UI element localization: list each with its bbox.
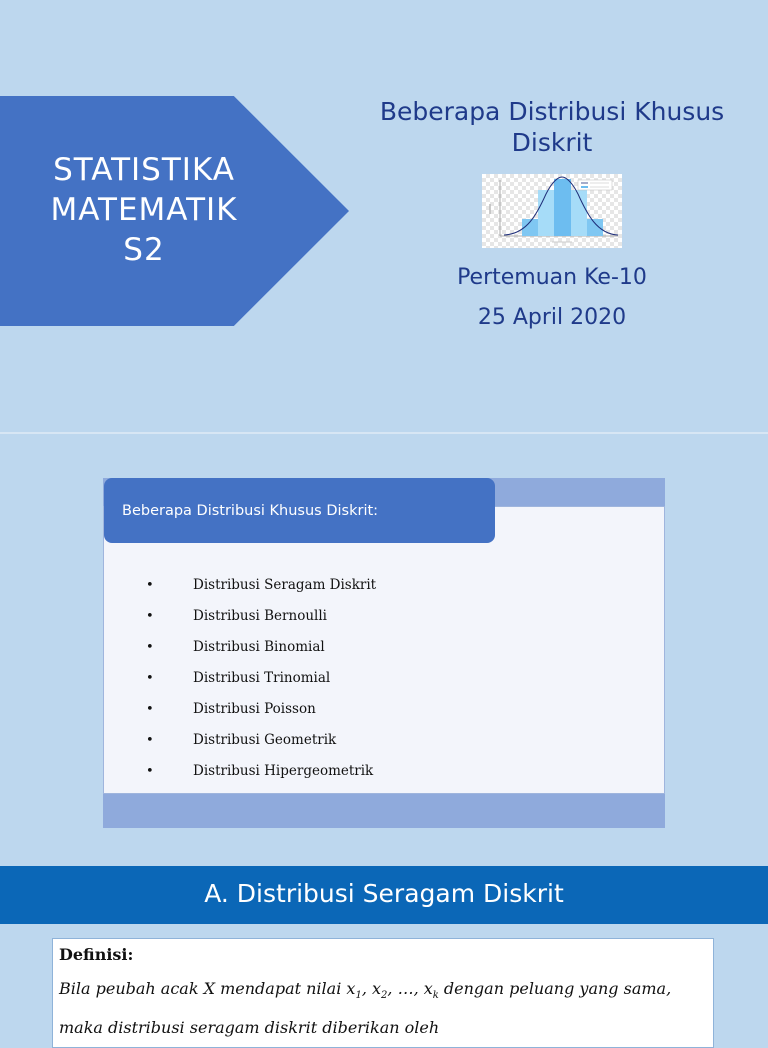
list-item <box>140 725 640 756</box>
list-item-label: Distribusi Poisson <box>193 701 316 717</box>
bullet-icon: • <box>146 733 154 748</box>
math-var: x <box>423 979 433 998</box>
list-item <box>140 663 640 694</box>
bullet-icon: • <box>146 578 154 593</box>
bullet-icon: • <box>146 640 154 655</box>
definition-text: mendapat nilai <box>215 979 347 998</box>
bullet-icon: • <box>146 702 154 717</box>
definition-text: Bila peubah acak <box>59 979 204 998</box>
random-variable: X <box>203 979 216 998</box>
list-item <box>140 756 640 787</box>
section-title: A. Distribusi Seragam Diskrit <box>0 866 768 924</box>
list-item <box>140 601 640 632</box>
definition-line-2: maka distribusi seragam diskrit diberikan oleh <box>59 1018 440 1038</box>
list-item <box>140 632 640 663</box>
distribution-list <box>140 570 640 787</box>
meeting-number: Pertemuan Ke-10 <box>457 265 647 290</box>
slide-divider <box>0 432 768 434</box>
list-item-label: Distribusi Hipergeometrik <box>193 763 374 779</box>
math-subscript: k <box>432 990 439 1002</box>
list-item-label: Distribusi Trinomial <box>193 670 331 686</box>
list-item-label: Distribusi Seragam Diskrit <box>193 577 377 593</box>
math-subscript: 2 <box>381 990 388 1002</box>
list-item-label: Distribusi Geometrik <box>193 732 337 748</box>
meeting-info <box>420 258 684 338</box>
math-separator: , …, <box>387 979 424 998</box>
math-subscript: 1 <box>355 990 362 1002</box>
math-var: x <box>346 979 356 998</box>
list-item <box>140 694 640 725</box>
bullet-icon: • <box>146 671 154 686</box>
math-separator: , <box>361 979 372 998</box>
definition-label: Definisi: <box>59 945 134 964</box>
list-card-header: Beberapa Distribusi Khusus Diskrit: <box>104 478 495 543</box>
math-var: x <box>371 979 382 998</box>
bullet-icon: • <box>146 609 154 624</box>
slide-subtitle: Beberapa Distribusi Khusus Diskrit <box>379 97 725 157</box>
bullet-icon: • <box>146 764 154 779</box>
normal-distribution-chart-thumbnail <box>482 174 622 248</box>
list-item <box>140 570 640 601</box>
meeting-date: 25 April 2020 <box>477 305 627 330</box>
definition-text: dengan peluang yang sama, <box>438 979 672 998</box>
distribution-chart-icon <box>482 174 622 248</box>
definition-line-1 <box>59 973 707 1012</box>
definition-box <box>52 938 714 1048</box>
list-item-label: Distribusi Bernoulli <box>193 608 327 624</box>
list-item-label: Distribusi Binomial <box>193 639 325 655</box>
course-title: STATISTIKA MATEMATIK S2 <box>50 152 238 268</box>
